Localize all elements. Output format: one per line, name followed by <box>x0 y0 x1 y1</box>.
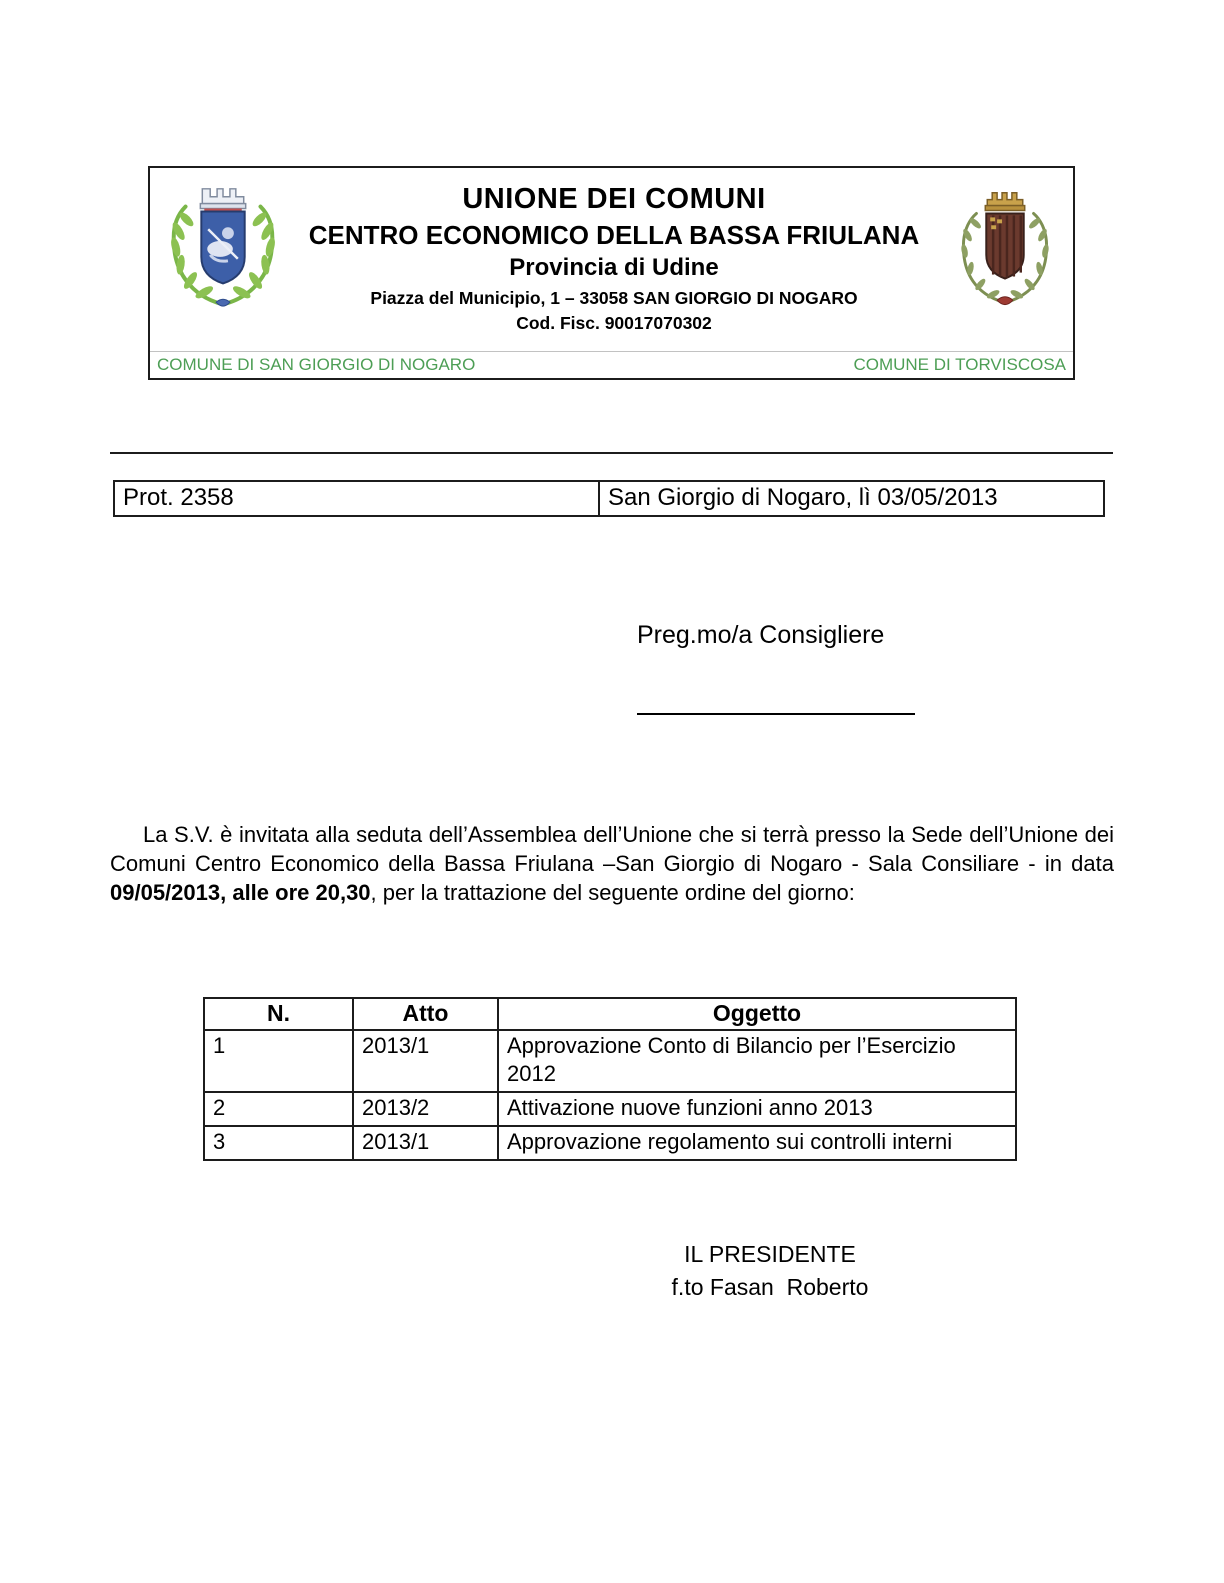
letterhead-footer <box>150 351 1073 378</box>
place-date: San Giorgio di Nogaro, lì 03/05/2013 <box>599 481 1104 516</box>
right-commune-label: COMUNE DI TORVISCOSA <box>853 355 1066 374</box>
addressee-blank-line <box>637 713 915 715</box>
protocol-table <box>113 480 1105 517</box>
row-oggetto: Approvazione Conto di Bilancio per l’Esercizio 2012 <box>498 1030 1016 1092</box>
org-province: Provincia di Udine <box>509 254 719 281</box>
row-oggetto: Attivazione nuove funzioni anno 2013 <box>498 1092 1016 1126</box>
paragraph-text-2: , per la trattazione del seguente ordine del giorno: <box>370 880 855 905</box>
table-row <box>204 1126 1016 1160</box>
row-atto: 2013/2 <box>353 1092 498 1126</box>
row-atto: 2013/1 <box>353 1030 498 1092</box>
signature-role: IL PRESIDENTE <box>684 1241 856 1267</box>
table-row <box>204 1092 1016 1126</box>
paragraph-text-1: La S.V. è invitata alla seduta dell’Assemblea dell’Unione che si terrà presso la Sede dell’Unione dei Comuni Centro Economico della Bassa Friulana –San Giorgio di Nogaro - Sala Consiliare - in data <box>110 822 1114 876</box>
column-header-n: N. <box>204 998 353 1030</box>
org-fiscal-code: Cod. Fisc. 90017070302 <box>516 313 712 333</box>
left-commune-label: COMUNE DI SAN GIORGIO DI NOGARO <box>157 355 476 374</box>
column-header-atto: Atto <box>353 998 498 1030</box>
agenda-header-row <box>204 998 1016 1030</box>
org-address: Piazza del Municipio, 1 – 33058 SAN GIORGIO DI NOGARO <box>370 288 858 308</box>
row-number: 2 <box>204 1092 353 1126</box>
table-row <box>204 1030 1016 1092</box>
agenda-table <box>203 997 1017 1161</box>
row-number: 3 <box>204 1126 353 1160</box>
row-number: 1 <box>204 1030 353 1092</box>
horizontal-rule <box>110 452 1113 454</box>
row-oggetto: Approvazione regolamento sui controlli interni <box>498 1126 1016 1160</box>
row-atto: 2013/1 <box>353 1126 498 1160</box>
addressee-salutation: Preg.mo/a Consigliere <box>637 621 885 649</box>
letterhead-text <box>290 180 938 335</box>
signature-block <box>560 1238 980 1304</box>
san-giorgio-coat-of-arms-icon <box>158 176 290 314</box>
org-subtitle: CENTRO ECONOMICO DELLA BASSA FRIULANA <box>308 220 920 250</box>
org-title: UNIONE DEI COMUNI <box>462 183 766 215</box>
signature-name: f.to Fasan Roberto <box>671 1274 869 1300</box>
letterhead <box>148 166 1075 380</box>
column-header-oggetto: Oggetto <box>498 998 1016 1030</box>
invitation-paragraph <box>110 820 1114 907</box>
addressee-block <box>637 619 915 715</box>
protocol-number: Prot. 2358 <box>114 481 599 516</box>
meeting-date-time: 09/05/2013, alle ore 20,30 <box>110 880 371 905</box>
torviscosa-coat-of-arms-icon <box>945 176 1065 314</box>
